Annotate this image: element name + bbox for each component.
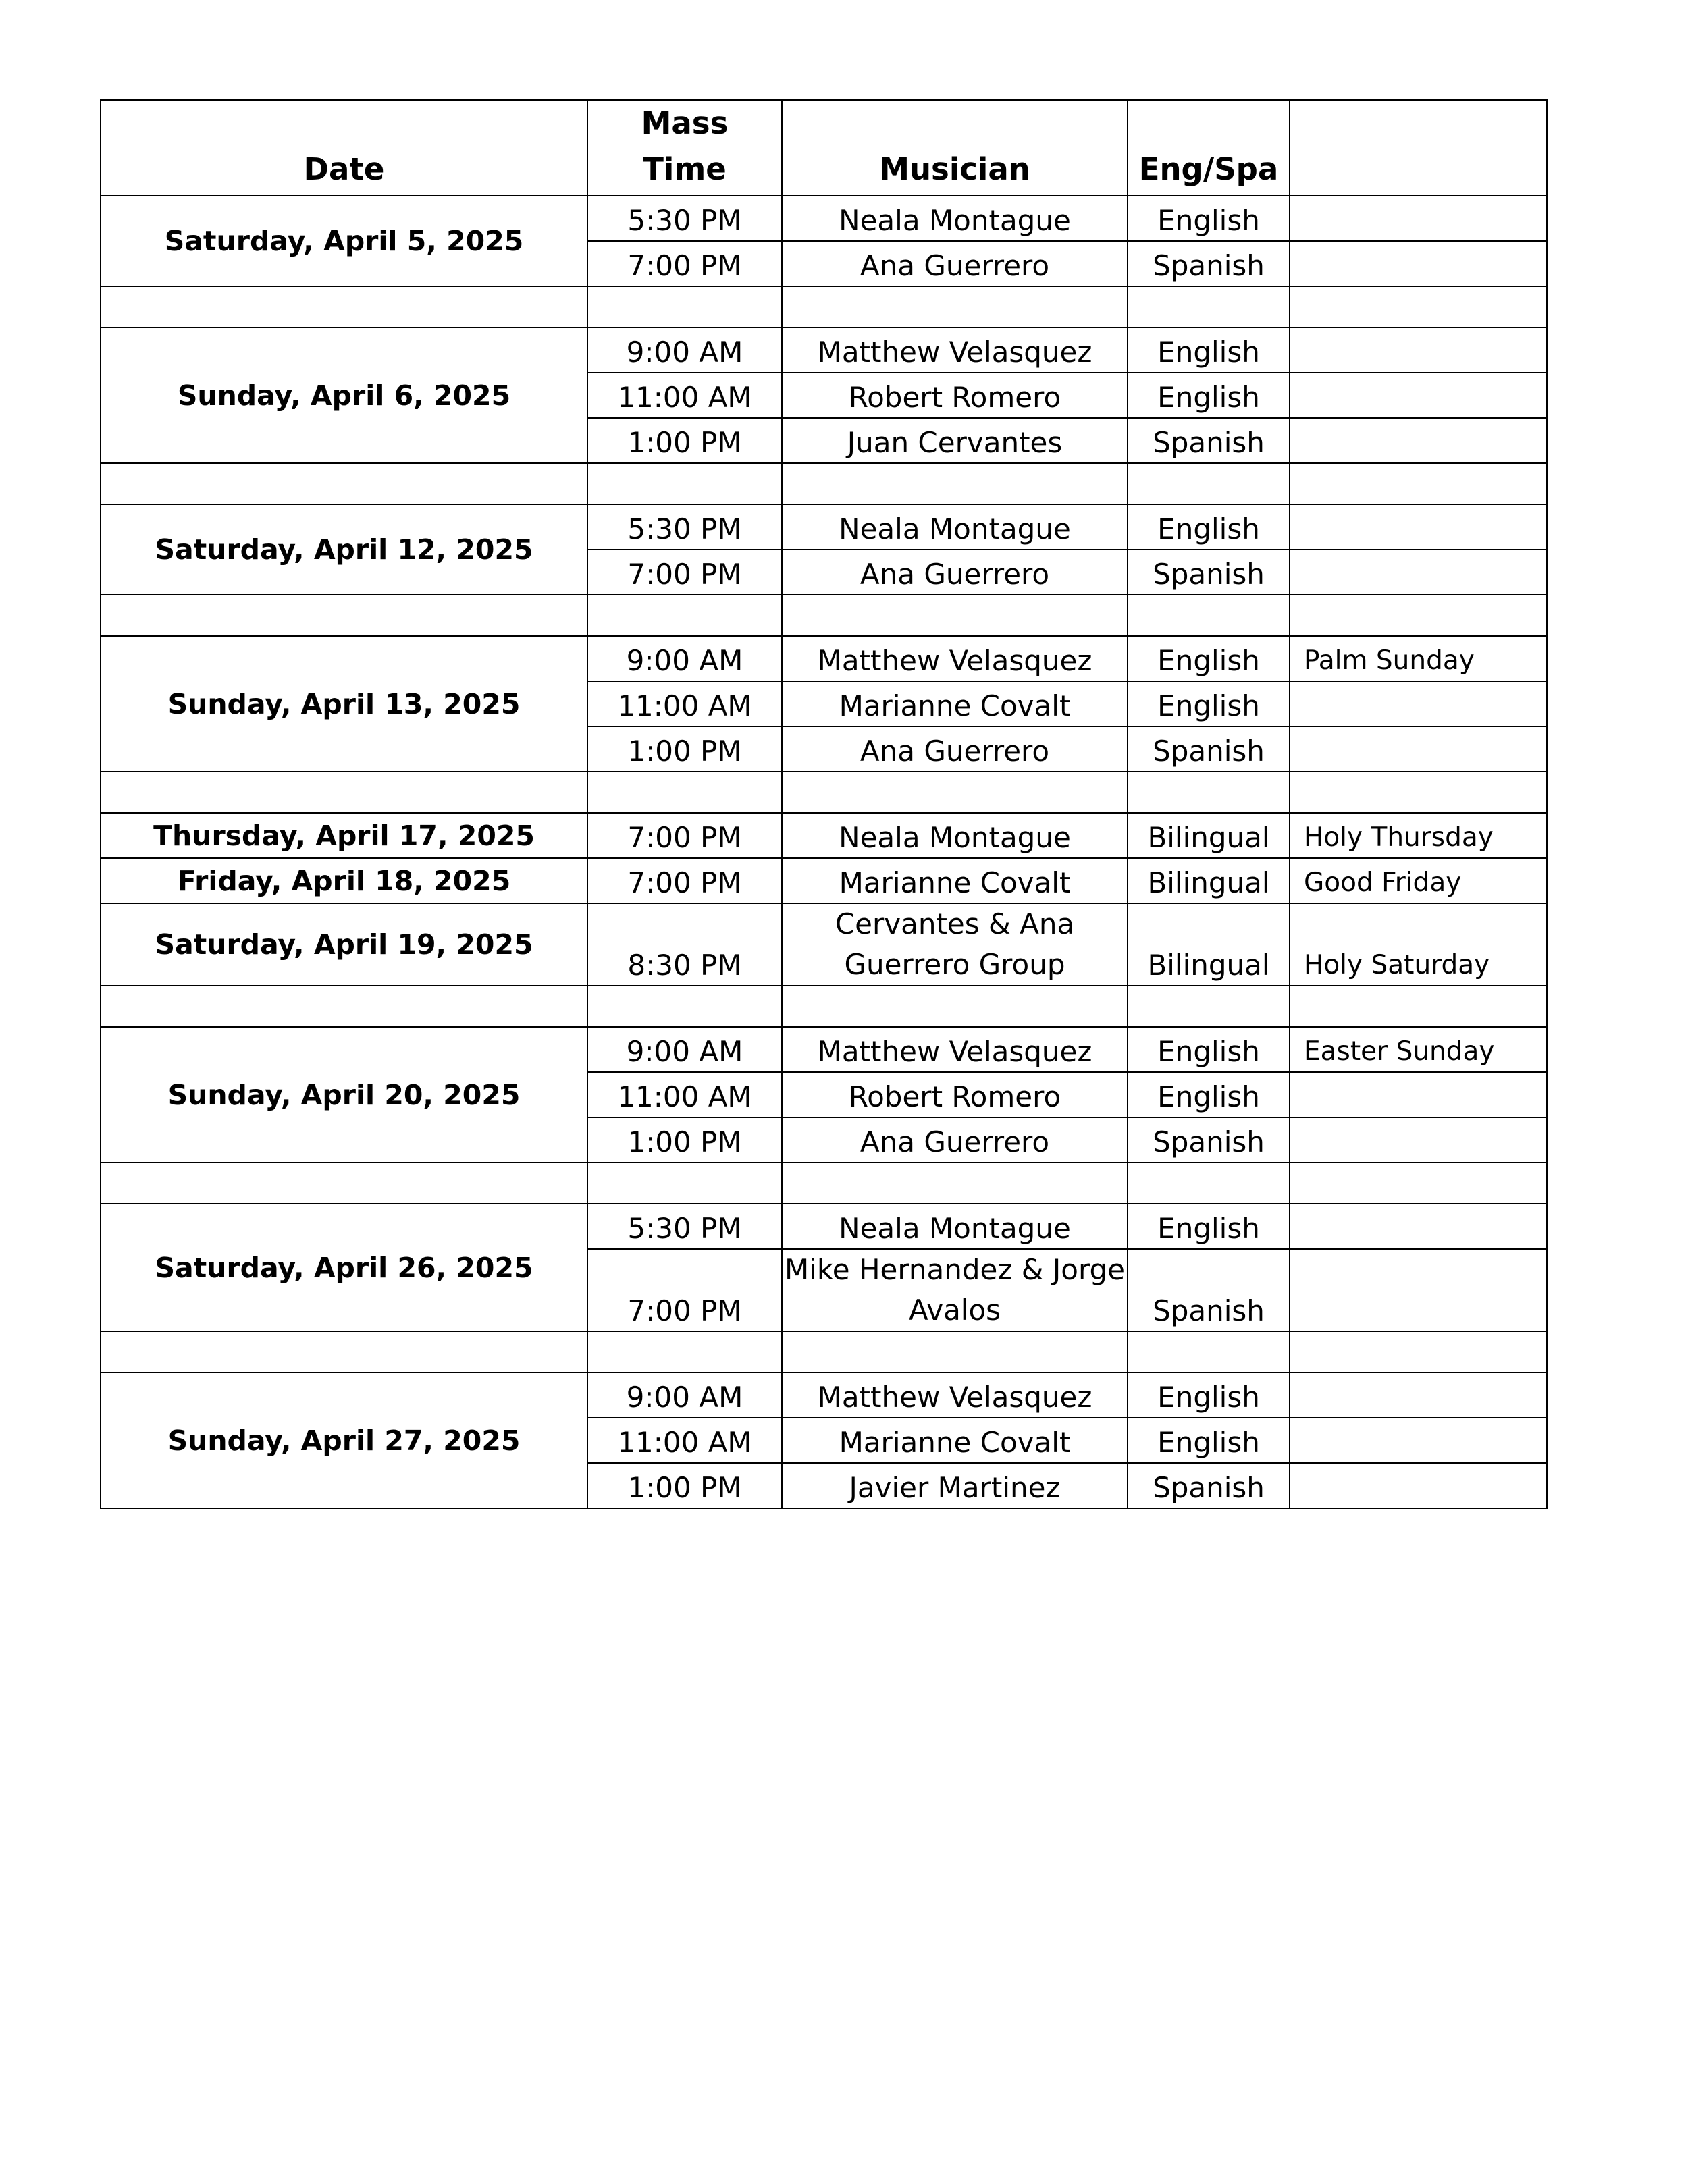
mass-time-cell: 1:00 PM xyxy=(587,1117,782,1163)
mass-time-cell: 1:00 PM xyxy=(587,418,782,463)
table-row xyxy=(101,1204,1547,1249)
mass-time-cell: 8:30 PM xyxy=(587,903,782,986)
mass-time-cell: 9:00 AM xyxy=(587,327,782,373)
table-row xyxy=(101,1373,1547,1418)
mass-time-cell: 11:00 AM xyxy=(587,373,782,418)
language-cell: English xyxy=(1128,327,1290,373)
spacer-cell xyxy=(587,1163,782,1204)
musician-cell: Neala Montague xyxy=(782,1204,1128,1249)
language-cell: Spanish xyxy=(1128,550,1290,595)
spacer-cell xyxy=(1290,772,1547,813)
language-cell: English xyxy=(1128,373,1290,418)
note-cell xyxy=(1290,1418,1547,1463)
spacer-cell xyxy=(587,1331,782,1373)
table-row xyxy=(101,327,1547,373)
musician-cell: Robert Romero xyxy=(782,1072,1128,1117)
mass-time-cell: 7:00 PM xyxy=(587,241,782,286)
musician-cell: Cervantes & Ana Guerrero Group xyxy=(782,903,1128,986)
table-row xyxy=(101,1027,1547,1072)
musician-cell: Neala Montague xyxy=(782,504,1128,550)
language-cell: Bilingual xyxy=(1128,903,1290,986)
musician-cell: Marianne Covalt xyxy=(782,1418,1128,1463)
spacer-cell xyxy=(1128,286,1290,327)
musician-cell: Ana Guerrero xyxy=(782,726,1128,772)
musician-cell: Matthew Velasquez xyxy=(782,636,1128,681)
spacer-cell xyxy=(101,772,587,813)
note-cell xyxy=(1290,327,1547,373)
spacer-row xyxy=(101,1331,1547,1373)
language-cell: English xyxy=(1128,1418,1290,1463)
header-date: Date xyxy=(101,100,587,196)
mass-time-cell: 5:30 PM xyxy=(587,1204,782,1249)
table-row xyxy=(101,858,1547,903)
musician-cell: Ana Guerrero xyxy=(782,550,1128,595)
table-row xyxy=(101,813,1547,858)
spacer-row xyxy=(101,595,1547,636)
mass-time-cell: 9:00 AM xyxy=(587,1373,782,1418)
language-cell: Spanish xyxy=(1128,418,1290,463)
mass-time-cell: 1:00 PM xyxy=(587,726,782,772)
note-cell xyxy=(1290,504,1547,550)
mass-time-cell: 7:00 PM xyxy=(587,813,782,858)
spacer-cell xyxy=(1128,1163,1290,1204)
musician-cell: Matthew Velasquez xyxy=(782,327,1128,373)
language-cell: English xyxy=(1128,1027,1290,1072)
note-cell xyxy=(1290,1072,1547,1117)
note-cell: Palm Sunday xyxy=(1290,636,1547,681)
musician-cell: Matthew Velasquez xyxy=(782,1373,1128,1418)
header-row xyxy=(101,100,1547,196)
mass-time-cell: 9:00 AM xyxy=(587,1027,782,1072)
note-cell xyxy=(1290,681,1547,726)
note-cell: Holy Thursday xyxy=(1290,813,1547,858)
mass-time-cell: 5:30 PM xyxy=(587,504,782,550)
table-row xyxy=(101,504,1547,550)
mass-schedule-table xyxy=(100,99,1548,1509)
language-cell: English xyxy=(1128,504,1290,550)
language-cell: English xyxy=(1128,681,1290,726)
note-cell xyxy=(1290,726,1547,772)
header-mass-time xyxy=(587,100,782,196)
note-cell xyxy=(1290,1117,1547,1163)
language-cell: English xyxy=(1128,636,1290,681)
date-cell: Saturday, April 26, 2025 xyxy=(101,1204,587,1331)
musician-cell: Javier Martinez xyxy=(782,1463,1128,1508)
header-mass-time-line1: Mass xyxy=(641,105,729,141)
spacer-cell xyxy=(782,463,1128,504)
note-cell xyxy=(1290,196,1547,241)
spacer-row xyxy=(101,286,1547,327)
date-cell: Sunday, April 20, 2025 xyxy=(101,1027,587,1163)
musician-cell: Mike Hernandez & Jorge Avalos xyxy=(782,1249,1128,1331)
note-cell xyxy=(1290,550,1547,595)
table-row xyxy=(101,196,1547,241)
language-cell: Bilingual xyxy=(1128,813,1290,858)
spacer-cell xyxy=(1290,1163,1547,1204)
musician-cell: Robert Romero xyxy=(782,373,1128,418)
mass-time-cell: 7:00 PM xyxy=(587,1249,782,1331)
musician-cell: Matthew Velasquez xyxy=(782,1027,1128,1072)
schedule-body xyxy=(101,196,1547,1508)
language-cell: Spanish xyxy=(1128,1117,1290,1163)
spacer-cell xyxy=(1290,986,1547,1027)
spacer-cell xyxy=(1290,286,1547,327)
date-cell: Friday, April 18, 2025 xyxy=(101,858,587,903)
spacer-cell xyxy=(587,986,782,1027)
musician-cell: Ana Guerrero xyxy=(782,1117,1128,1163)
note-cell xyxy=(1290,1204,1547,1249)
mass-time-cell: 7:00 PM xyxy=(587,550,782,595)
language-cell: English xyxy=(1128,196,1290,241)
mass-time-cell: 9:00 AM xyxy=(587,636,782,681)
spacer-cell xyxy=(782,1331,1128,1373)
note-cell xyxy=(1290,241,1547,286)
mass-time-cell: 11:00 AM xyxy=(587,1072,782,1117)
date-cell: Saturday, April 12, 2025 xyxy=(101,504,587,595)
spacer-cell xyxy=(1290,1331,1547,1373)
spacer-cell xyxy=(101,1163,587,1204)
spacer-cell xyxy=(1128,463,1290,504)
header-notes xyxy=(1290,100,1547,196)
language-cell: Spanish xyxy=(1128,1249,1290,1331)
note-cell xyxy=(1290,1249,1547,1331)
spacer-cell xyxy=(587,463,782,504)
date-cell: Sunday, April 6, 2025 xyxy=(101,327,587,463)
note-cell xyxy=(1290,1463,1547,1508)
note-cell xyxy=(1290,373,1547,418)
note-cell xyxy=(1290,1373,1547,1418)
spacer-cell xyxy=(101,463,587,504)
musician-cell: Neala Montague xyxy=(782,196,1128,241)
table-row xyxy=(101,636,1547,681)
header-language: Eng/Spa xyxy=(1128,100,1290,196)
language-cell: English xyxy=(1128,1373,1290,1418)
spacer-row xyxy=(101,772,1547,813)
musician-cell: Juan Cervantes xyxy=(782,418,1128,463)
language-cell: Bilingual xyxy=(1128,858,1290,903)
date-cell: Thursday, April 17, 2025 xyxy=(101,813,587,858)
spacer-cell xyxy=(1128,986,1290,1027)
note-cell: Easter Sunday xyxy=(1290,1027,1547,1072)
language-cell: Spanish xyxy=(1128,726,1290,772)
date-cell: Saturday, April 5, 2025 xyxy=(101,196,587,286)
spacer-cell xyxy=(782,1163,1128,1204)
date-cell: Saturday, April 19, 2025 xyxy=(101,903,587,986)
language-cell: English xyxy=(1128,1204,1290,1249)
spacer-cell xyxy=(101,1331,587,1373)
mass-time-cell: 1:00 PM xyxy=(587,1463,782,1508)
header-musician: Musician xyxy=(782,100,1128,196)
mass-time-cell: 11:00 AM xyxy=(587,681,782,726)
language-cell: Spanish xyxy=(1128,1463,1290,1508)
spacer-cell xyxy=(1128,1331,1290,1373)
spacer-cell xyxy=(782,986,1128,1027)
header-mass-time-line2: Time xyxy=(643,151,727,187)
language-cell: English xyxy=(1128,1072,1290,1117)
date-cell: Sunday, April 13, 2025 xyxy=(101,636,587,772)
spacer-cell xyxy=(1290,595,1547,636)
musician-cell: Neala Montague xyxy=(782,813,1128,858)
musician-cell: Marianne Covalt xyxy=(782,858,1128,903)
spacer-cell xyxy=(1128,772,1290,813)
table-row xyxy=(101,903,1547,986)
spacer-cell xyxy=(1290,463,1547,504)
mass-time-cell: 11:00 AM xyxy=(587,1418,782,1463)
musician-cell: Ana Guerrero xyxy=(782,241,1128,286)
musician-cell: Marianne Covalt xyxy=(782,681,1128,726)
mass-time-cell: 5:30 PM xyxy=(587,196,782,241)
spacer-row xyxy=(101,463,1547,504)
spacer-row xyxy=(101,986,1547,1027)
date-cell: Sunday, April 27, 2025 xyxy=(101,1373,587,1508)
spacer-cell xyxy=(587,772,782,813)
spacer-cell xyxy=(101,986,587,1027)
note-cell: Holy Saturday xyxy=(1290,903,1547,986)
spacer-cell xyxy=(101,595,587,636)
note-cell xyxy=(1290,418,1547,463)
spacer-row xyxy=(101,1163,1547,1204)
spacer-cell xyxy=(782,595,1128,636)
spacer-cell xyxy=(782,772,1128,813)
spacer-cell xyxy=(587,286,782,327)
spacer-cell xyxy=(1128,595,1290,636)
spacer-cell xyxy=(587,595,782,636)
mass-time-cell: 7:00 PM xyxy=(587,858,782,903)
spacer-cell xyxy=(101,286,587,327)
note-cell: Good Friday xyxy=(1290,858,1547,903)
spacer-cell xyxy=(782,286,1128,327)
language-cell: Spanish xyxy=(1128,241,1290,286)
